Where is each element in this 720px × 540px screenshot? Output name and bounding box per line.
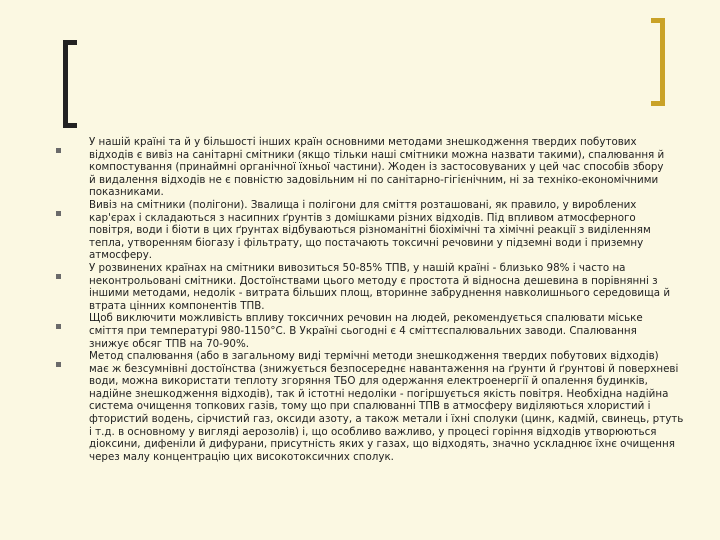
text-line: знижує обсяг ТПВ на 70-90%. [89, 337, 250, 350]
text-line: компостування (принаймні органічної їхньої частини). Жоден із застосовуваних у цей час способів збору [89, 161, 664, 174]
bullet-item [56, 199, 692, 262]
bullet-text [89, 136, 664, 199]
text-line: неконтрольовані смітники. Достоїнствами цього методу є простота й відносна дешевина в порівнянні з [89, 274, 658, 287]
bullet-text [89, 312, 643, 350]
text-line: показниками. [89, 186, 164, 199]
text-line: Вивіз на смітники (полігони). Звалища і полігони для сміття розташовані, як правило, у вироблених [89, 198, 637, 211]
bullet-square-icon [56, 148, 61, 153]
text-line: діоксини, дифеніли й дифурани, присутність яких у газах, що відходять, значно ускладнює їхнє очищення [89, 438, 675, 451]
right-bracket-decoration [651, 18, 665, 106]
bullet-square-icon [56, 362, 61, 367]
bullet-square-icon [56, 324, 61, 329]
text-line: У розвинених країнах на смітники вивозиться 50-85% ТПВ, у нашій країні - близько 98% і часто на [89, 261, 626, 274]
bullet-text [89, 262, 670, 312]
text-line: і т.д. в основному у вигляді аерозолів) і, що особливо важливо, у процесі горіння відходів утворюються [89, 425, 657, 438]
text-line: фтористий водень, сірчистий газ, оксиди азоту, а також метали і їхні сполуки (цинк, кадмій, свинець, ртуть [89, 413, 684, 426]
bullet-item [56, 262, 692, 312]
text-line: Щоб виключити можливість впливу токсичних речовин на людей, рекомендується спалювати міське [89, 312, 643, 325]
bullet-item [56, 136, 692, 199]
text-line: втрата цінних компонентів ТПВ. [89, 299, 265, 312]
text-line: повітря, води і біоти в цих ґрунтах відбуваються різноманітні біохімічні та хімічні реакції з виділенням [89, 224, 651, 237]
text-line: через малу концентрацію цих високотоксичних сполук. [89, 450, 394, 463]
text-line: має ж безсумнівні достоїнства (знижується безпосереднє навантаження на ґрунти й ґрунтові й поверхневі [89, 362, 679, 375]
bullet-list [56, 136, 692, 463]
left-bracket-decoration [63, 40, 77, 128]
text-line: води, можна використати теплоту згоряння ТБО для одержання електроенергії й опалення будинків, [89, 375, 648, 388]
bullet-item [56, 350, 692, 463]
text-line: атмосферу. [89, 249, 153, 262]
text-line: й видалення відходів не є повністю задовільним ні по санітарно-гігієнічним, ні за техніко-економічними [89, 173, 659, 186]
text-line: відходів є вивіз на санітарні смітники (якщо тільки наші смітники можна назвати такими), спалювання й [89, 148, 665, 161]
text-line: сміття при температурі 980-1150°С. В Україні сьогодні є 4 сміттєспалювальних заводи. Спалювання [89, 324, 637, 337]
text-line: надійне знешкодження відходів), так й істотні недоліки - погіршується якість повітря. Необхідна надійна [89, 387, 669, 400]
text-line: іншими методами, недолік - витрата більших площ, вторинне забруднення навколишнього середовища й [89, 287, 671, 300]
bullet-square-icon [56, 211, 61, 216]
bullet-square-icon [56, 274, 61, 279]
bullet-item [56, 312, 692, 350]
text-line: тепла, утворенням біогазу і фільтрату, що постачають токсичні речовини у підземні води і приземну [89, 236, 644, 249]
text-line: система очищення топкових газів, тому що при спалюванні ТПВ в атмосферу виділяються хлористий і [89, 400, 651, 413]
bullet-text [89, 199, 651, 262]
text-line: Метод спалювання (або в загальному виді термічні методи знешкодження твердих побутових відходів) [89, 350, 659, 363]
text-line: У нашій країні та й у більшості інших країн основними методами знешкодження твердих побутових [89, 136, 637, 148]
text-line: кар'єрах і складаються з насипних ґрунтів з домішками різних відходів. Під впливом атмосферного [89, 211, 636, 224]
bullet-text [89, 350, 683, 463]
